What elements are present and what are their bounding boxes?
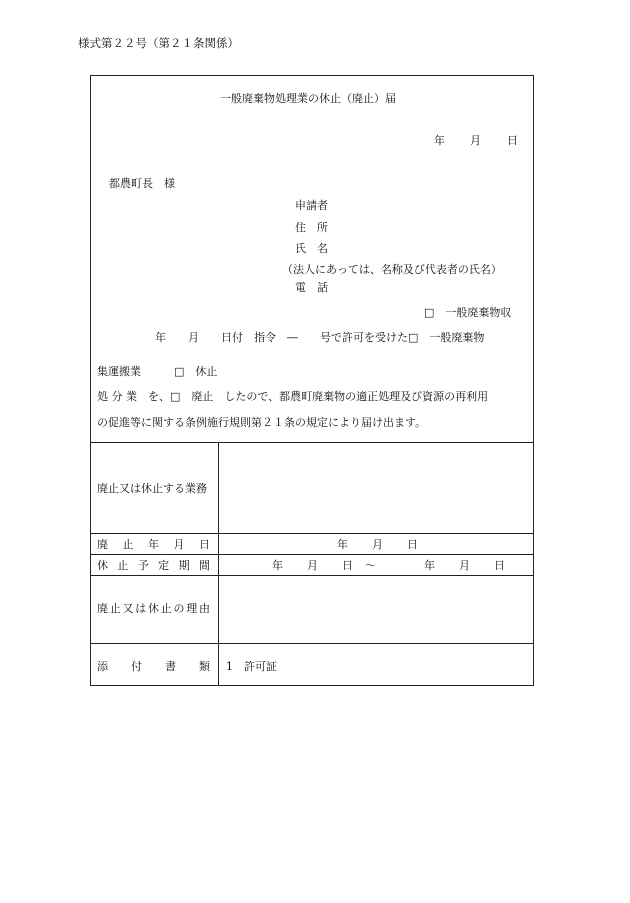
label-char: 廃: [97, 602, 108, 615]
label-char: 定: [158, 559, 170, 572]
row-divider-1: [90, 533, 534, 534]
period-end-month: 月: [459, 559, 470, 572]
body-line-4: 処 分 業 を、□ 廃止 したので、都農町廃棄物の適正処理及び資源の再利用: [97, 390, 489, 403]
label-char: 廃: [97, 538, 108, 551]
period-end-day: 日: [494, 559, 505, 572]
value-attachments: 1 許可証: [226, 660, 277, 673]
body-line-2: 年 月 日付 指令 ― 号で許可を受けた□ 一般廃棄物: [155, 331, 485, 344]
label-attachments: [97, 661, 210, 672]
label-business: 廃止又は休止する業務: [97, 482, 207, 495]
period-end-year: 年: [424, 559, 435, 572]
date-year: 年: [434, 134, 445, 147]
label-abolition-date: [97, 539, 210, 550]
label-char: 休: [148, 602, 159, 615]
label-char: 由: [199, 602, 210, 615]
label-char: 止: [109, 602, 121, 615]
label-char: 止: [117, 559, 129, 572]
label-char: 止: [122, 538, 134, 551]
form-title: 一般廃棄物処理業の休止（廃止）届: [220, 92, 396, 105]
period-tilde: 〜: [365, 559, 376, 572]
label-char: の: [173, 602, 185, 615]
period-start-month: 月: [307, 559, 318, 572]
label-reason: [97, 603, 210, 614]
label-char: 止: [160, 602, 172, 615]
label-char: 日: [199, 538, 210, 551]
address-label: 住 所: [295, 221, 328, 234]
row-divider-4: [90, 643, 534, 644]
period-start-day: 日: [342, 559, 353, 572]
body-line-5: の促進等に関する条例施行規則第２１条の規定により届け出ます。: [97, 416, 427, 429]
abolition-month: 月: [372, 538, 383, 551]
period-start-year: 年: [272, 559, 283, 572]
name-label: 氏 名: [295, 242, 328, 255]
label-char: 期: [178, 559, 190, 572]
applicant-heading: 申請者: [295, 199, 328, 212]
addressee: 都農町長 様: [109, 177, 175, 190]
phone-label: 電 話: [295, 281, 328, 294]
date-day: 日: [507, 134, 518, 147]
label-char: 又: [122, 602, 134, 615]
label-char: 月: [173, 538, 185, 551]
label-suspension-period: [97, 560, 210, 571]
label-char: は: [135, 602, 147, 615]
body-line-1: □ 一般廃棄物収: [424, 306, 512, 319]
label-char: 付: [131, 660, 142, 673]
table-top-border: [90, 442, 534, 443]
label-char: 間: [198, 559, 210, 572]
label-char: 類: [199, 660, 210, 673]
label-char: 添: [97, 660, 108, 673]
form-number: 様式第２２号（第２１条関係）: [78, 36, 239, 50]
label-char: 予: [137, 559, 149, 572]
form-frame: [90, 75, 534, 686]
column-divider: [218, 442, 219, 686]
row-divider-3: [90, 575, 534, 576]
label-char: 年: [148, 538, 159, 551]
label-char: 書: [165, 660, 176, 673]
abolition-day: 日: [407, 538, 418, 551]
row-divider-2: [90, 554, 534, 555]
body-line-3: 集運搬業 □ 休止: [97, 365, 218, 378]
abolition-year: 年: [337, 538, 348, 551]
label-char: 休: [97, 559, 108, 572]
label-char: 理: [186, 602, 198, 615]
corporate-note: （法人にあっては、名称及び代表者の氏名）: [282, 263, 502, 276]
date-month: 月: [470, 134, 481, 147]
